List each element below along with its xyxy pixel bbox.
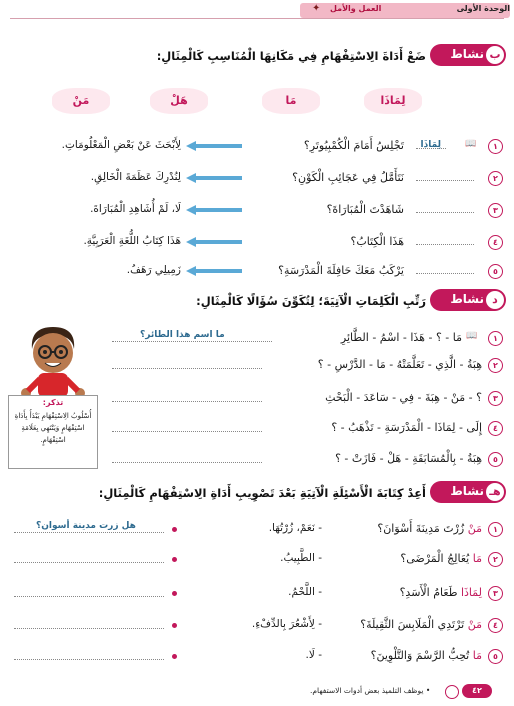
question-sentence: هَذَا الْكِتَابُ؟	[350, 235, 404, 248]
bullet-icon	[172, 557, 177, 562]
question-sentence: شَاهَدْتَ الْمُبَارَاةَ؟	[326, 203, 404, 216]
item-number: ١	[488, 522, 503, 537]
item-number: ٣	[488, 586, 503, 601]
item-number: ١	[488, 331, 503, 346]
activity-banner-h	[430, 481, 506, 503]
remember-text: أُسْلُوبُ الِاسْتِفْهَامِ يَبْدَأُ بِأَدَاةِ اسْتِفْهَامٍ وَيَنْتَهِي بِعَلَامَةِ اسْتِفْهَامٍ.	[14, 412, 92, 444]
question-sentence	[371, 649, 482, 662]
question-sentence	[377, 522, 482, 535]
item-number: ٢	[488, 171, 503, 186]
activity-badge: هـ	[486, 483, 504, 501]
item-number: ٤	[488, 235, 503, 250]
answer-sentence: - لَا.	[305, 649, 322, 661]
question-tool: مَا	[472, 552, 482, 565]
example-answer: هل زرت مدينة أسوان؟	[36, 521, 136, 531]
item-number: ٤	[488, 618, 503, 633]
question-rest: تَرْتَدِي الْمَلَابِسَ الثَّقِيلَةَ؟	[360, 618, 465, 631]
bullet-icon	[172, 623, 177, 628]
section-b-instruction: ضَعْ أَدَاةَ الِاسْتِفْهَامِ فِي مَكَانِهَا الْمُنَاسِبِ كَالْمِثَالِ:	[156, 49, 426, 63]
word-list: مَا - ؟ - هَذَا - اسْمُ - الطَّائِرِ	[340, 331, 462, 344]
answer-sentence: لِنُدْرِكَ عَظَمَةَ الْخَالِقِ.	[90, 171, 181, 183]
answer-line[interactable]	[14, 649, 164, 660]
header-divider	[10, 18, 504, 19]
question-sentence	[360, 618, 482, 631]
activity-banner-d	[430, 289, 506, 311]
blank-line[interactable]	[416, 202, 474, 213]
activity-label: نشاط	[450, 47, 484, 61]
item-number: ٥	[488, 649, 503, 664]
arrow-icon	[186, 237, 242, 247]
book-icon: 📖	[465, 139, 477, 149]
answer-sentence: لَا، لَمْ أُشَاهِدِ الْمُبَارَاةَ.	[90, 203, 181, 215]
item-number: ٥	[488, 452, 503, 467]
item-number: ٣	[488, 391, 503, 406]
question-sentence: يَرْكَبُ مَعَكَ حَافِلَةَ الْمَدْرَسَةِ؟	[278, 264, 404, 277]
section-d-instruction: رَتِّبِ الْكَلِمَاتِ الْآتِيَةَ؛ لِتُكَوِّنَ سُؤَالًا كَالْمِثَالِ:	[196, 294, 426, 308]
activity-badge: ب	[486, 46, 504, 64]
example-answer: ما اسم هذا الطائر؟	[140, 330, 225, 340]
word-list: هِبَةُ - بِالْمُسَابَقَةِ - هَلْ - فَازَتْ - ؟	[335, 452, 482, 465]
answer-sentence: - الطَّبِيبُ.	[280, 552, 322, 564]
arrow-icon	[186, 141, 242, 151]
answer-line[interactable]	[112, 391, 262, 402]
answer-line[interactable]	[14, 618, 164, 629]
answer-line[interactable]	[14, 586, 164, 597]
section-h-instruction: أَعِدْ كِتَابَةَ الْأَسْئِلَةِ الْآتِيَةِ بَعْدَ تَصْوِيبِ أَدَاةِ الِاسْتِفْهَامِ كَالْمِثَالِ:	[98, 486, 426, 500]
question-rest: زُرْتَ مَدِينَةَ أَسْوَانَ؟	[377, 522, 465, 535]
lesson-icon: ✦	[312, 3, 321, 14]
bullet-icon	[172, 654, 177, 659]
question-sentence	[400, 552, 482, 565]
activity-badge: د	[486, 291, 504, 309]
answer-line[interactable]	[112, 358, 262, 369]
book-icon: 📖	[466, 331, 478, 341]
word-bubble: هَلْ	[150, 88, 208, 114]
item-number: ٤	[488, 421, 503, 436]
item-number: ٣	[488, 203, 503, 218]
question-rest: طَعَامُ الْأَسَدِ؟	[399, 586, 458, 599]
unit-label: الوحدة الأولى	[456, 4, 510, 13]
word-bubble: مَا	[262, 88, 320, 114]
answer-line[interactable]	[112, 452, 262, 463]
example-fill: لِمَاذَا	[420, 140, 441, 150]
word-list: هِبَةُ - الَّذِي - تَعَلَّمَتْهُ - مَا - الدَّرْسِ - ؟	[317, 358, 482, 371]
word-list: ؟ - مَنْ - هِبَةَ - فِي - سَاعَدَ - الْبَحْثِ	[325, 391, 482, 404]
activity-banner-b	[430, 44, 506, 66]
question-sentence	[400, 586, 482, 599]
answer-line[interactable]	[14, 552, 164, 563]
item-number: ٥	[488, 264, 503, 279]
target-icon	[445, 685, 459, 699]
answer-sentence: هَذَا كِتَابُ اللُّغَةِ الْعَرَبِيَّةِ.	[83, 235, 181, 247]
activity-label: نشاط	[450, 292, 484, 306]
word-bubble: مَنْ	[52, 88, 110, 114]
answer-line[interactable]	[112, 421, 262, 432]
word-list: إِلَى - لِمَاذَا - الْمَدْرَسَةِ - تَذْهَبُ - ؟	[331, 421, 482, 434]
question-sentence: نَتَأَمَّلُ فِي عَجَائِبِ الْكَوْنِ؟	[292, 171, 404, 184]
question-sentence: تَجْلِسُ أَمَامَ الْكُمْبِيُوتَرِ؟	[303, 139, 404, 152]
answer-sentence: - لِأَشْعُرَ بِالدِّفْءِ.	[251, 618, 322, 630]
question-tool: مَنْ	[467, 618, 482, 631]
word-bubble: لِمَاذَا	[364, 88, 422, 114]
arrow-icon	[186, 266, 242, 276]
remember-title: تذكر:	[42, 398, 64, 407]
bullet-icon	[172, 591, 177, 596]
item-number: ٢	[488, 358, 503, 373]
question-tool: مَنْ	[467, 522, 482, 535]
item-number: ١	[488, 139, 503, 154]
arrow-icon	[186, 205, 242, 215]
footer-objective: • يوظف التلميذ بعض أدوات الاستفهام.	[310, 686, 431, 695]
question-rest: تُحِبُّ الرَّسْمَ وَالتَّلْوِينَ؟	[370, 649, 470, 662]
blank-line[interactable]	[416, 263, 474, 274]
boy-character-illustration	[16, 321, 90, 399]
question-tool: لِمَاذَا	[460, 586, 482, 599]
page-number: ٤٢	[462, 684, 492, 698]
blank-line[interactable]	[416, 234, 474, 245]
remember-card	[8, 395, 98, 469]
item-number: ٢	[488, 552, 503, 567]
answer-sentence: لِأَبْحَثَ عَنْ بَعْضِ الْمَعْلُومَاتِ.	[61, 139, 181, 151]
activity-label: نشاط	[450, 484, 484, 498]
blank-line[interactable]	[416, 170, 474, 181]
lesson-title: العمل والأمل	[330, 4, 382, 13]
bullet-icon	[172, 527, 177, 532]
answer-sentence: - نَعَمْ، زُرْتُهَا.	[268, 522, 322, 534]
question-rest: يُعَالِجُ الْمَرْضَى؟	[400, 552, 470, 565]
question-tool: مَا	[472, 649, 482, 662]
answer-sentence: زَمِيلِي رَهَفُ.	[126, 264, 181, 276]
arrow-icon	[186, 173, 242, 183]
answer-sentence: - اللَّحْمُ.	[288, 586, 322, 598]
